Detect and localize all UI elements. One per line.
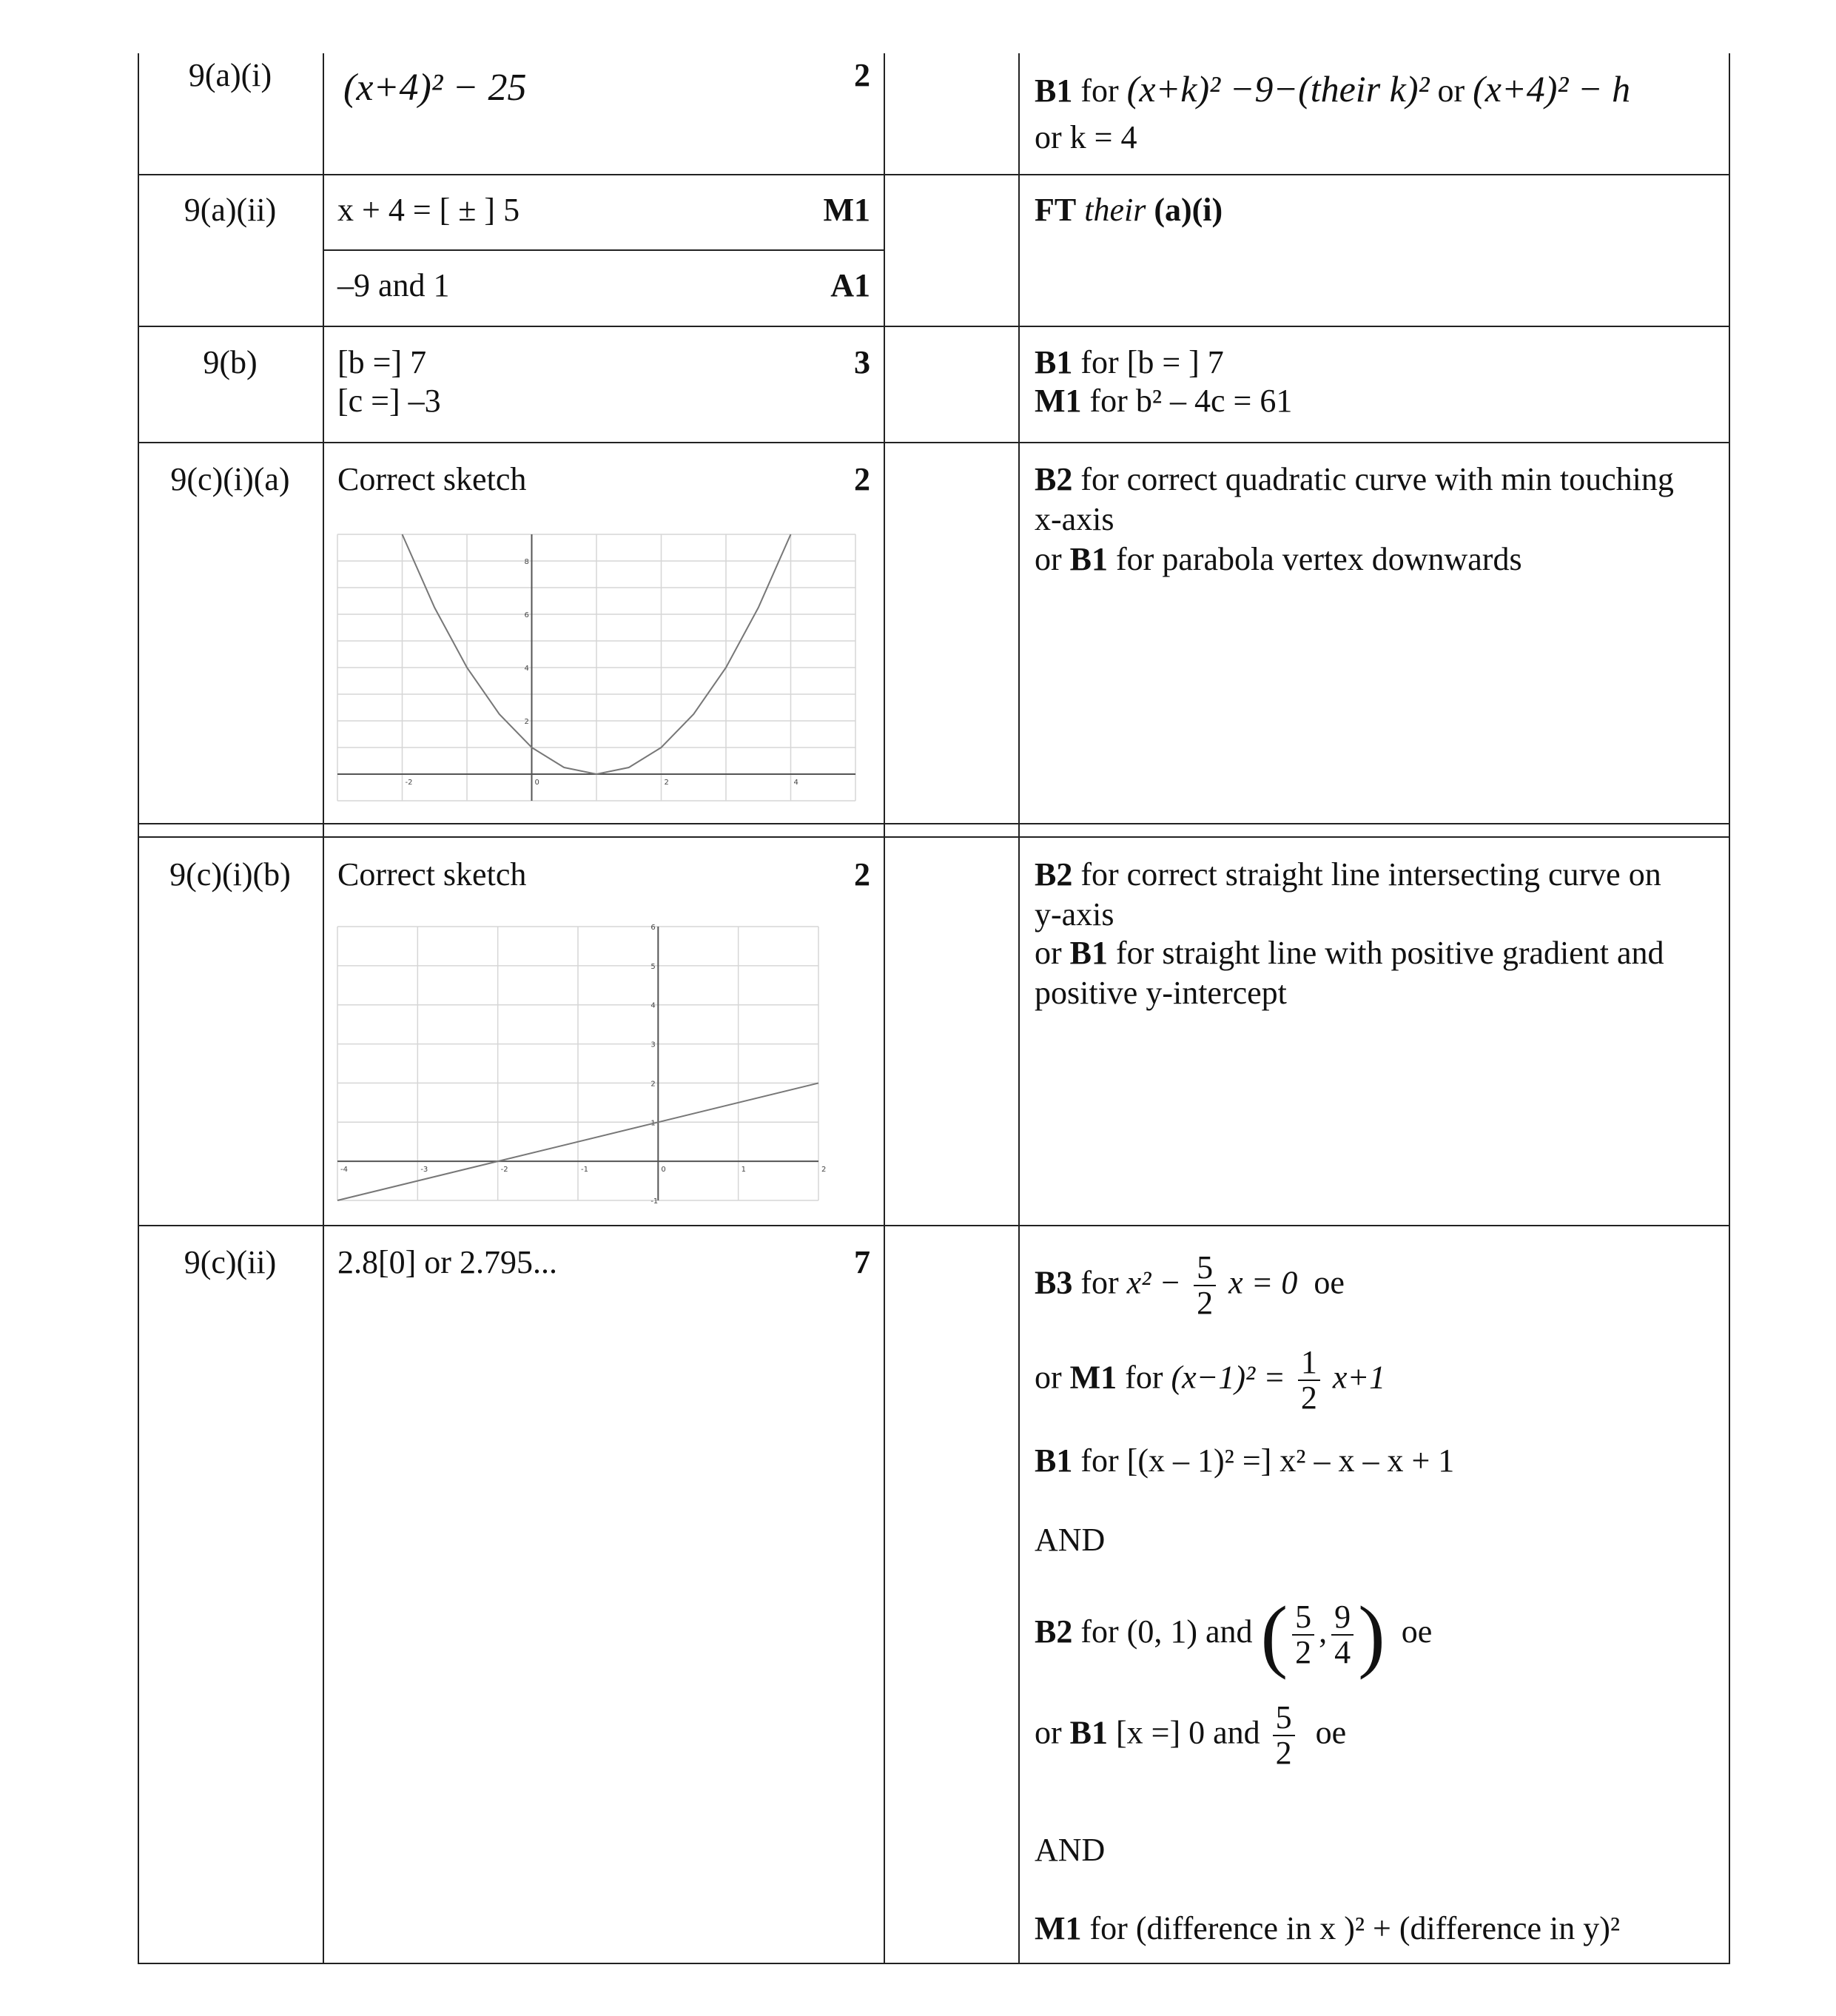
guidance-line: B2 for correct quadratic curve with min touching xyxy=(1035,461,1674,497)
marks: 7 xyxy=(854,1244,870,1280)
answer-text: [b =] 7 xyxy=(337,344,427,380)
table-border xyxy=(1018,53,1020,1963)
guidance-line: or k = 4 xyxy=(1035,119,1137,155)
question-label: 9(c)(ii) xyxy=(184,1244,277,1280)
y-tick-label: 5 xyxy=(650,962,656,971)
answer-text: 2.8[0] or 2.795... xyxy=(337,1244,557,1280)
guidance-line: FT their (a)(i) xyxy=(1035,192,1223,228)
guidance-line: y-axis xyxy=(1035,896,1114,933)
answer-text: x + 4 = [ ± ] 5 xyxy=(337,192,520,228)
marks: M1 xyxy=(823,192,870,228)
guidance-and: AND xyxy=(1035,1522,1106,1558)
guidance-m1b: M1 for (difference in x )² + (difference in y)² xyxy=(1035,1910,1621,1946)
marks: 2 xyxy=(854,856,870,893)
answer-text: –9 and 1 xyxy=(337,267,450,303)
answer-text: (x+4)² − 25 xyxy=(343,67,527,109)
guidance-b1: B1 for [(x – 1)² =] x² – x – x + 1 xyxy=(1035,1442,1455,1479)
question-label: 9(a)(i) xyxy=(188,57,272,93)
y-tick-label: 2 xyxy=(650,1080,656,1089)
x-tick-label: 2 xyxy=(821,1166,827,1175)
table-border xyxy=(884,53,885,1963)
y-tick-label: 4 xyxy=(524,665,529,673)
marks: A1 xyxy=(830,267,870,303)
guidance-line: B2 for correct straight line intersecting curve on xyxy=(1035,856,1661,893)
marks: 2 xyxy=(854,461,870,497)
guidance-and: AND xyxy=(1035,1832,1106,1868)
x-tick-label: -4 xyxy=(340,1166,348,1175)
x-tick-label: -3 xyxy=(420,1166,428,1175)
table-border xyxy=(1729,53,1730,1963)
table-border xyxy=(323,53,324,1963)
y-tick-label: 6 xyxy=(524,611,529,619)
guidance-b3: B3 for x² − $\frac{5}{2}$ x = 0 oe xyxy=(1035,1249,1345,1322)
row-divider xyxy=(138,836,1730,838)
guidance-b2: B2 for (0, 1) and ( $\frac{5}{2}$ , $\frac{9}{4}$ ) oe xyxy=(1035,1590,1433,1680)
x-tick-label: -1 xyxy=(581,1166,588,1175)
y-tick-label: 8 xyxy=(524,558,529,566)
guidance-line: positive y-intercept xyxy=(1035,975,1287,1011)
x-tick-label: 2 xyxy=(664,779,669,787)
answer-text: Correct sketch xyxy=(337,461,527,497)
x-tick-label: 4 xyxy=(793,779,798,787)
line-sketch xyxy=(337,924,827,1206)
row-divider xyxy=(138,1963,1730,1964)
question-label: 9(b) xyxy=(203,344,258,380)
guidance-line: or B1 for parabola vertex downwards xyxy=(1035,541,1522,577)
row-divider xyxy=(138,174,1730,175)
y-tick-label: 1 xyxy=(650,1119,656,1128)
guidance-line: M1 for b² – 4c = 61 xyxy=(1035,383,1293,419)
row-divider xyxy=(323,249,885,251)
row-divider xyxy=(138,1225,1730,1226)
row-divider xyxy=(138,823,1730,824)
x-tick-label: 0 xyxy=(534,779,539,787)
row-divider xyxy=(138,326,1730,327)
guidance-line: or B1 for straight line with positive gradient and xyxy=(1035,935,1664,971)
question-label: 9(c)(i)(b) xyxy=(169,856,291,893)
guidance-b1b: or B1 [x =] 0 and $\frac{5}{2}$ oe xyxy=(1035,1699,1347,1772)
table-border xyxy=(138,53,139,1963)
x-tick-label: -2 xyxy=(405,779,413,787)
answer-text: [c =] –3 xyxy=(337,383,441,419)
x-tick-label: 0 xyxy=(661,1166,666,1175)
x-tick-label: -2 xyxy=(500,1166,508,1175)
mark-scheme-table xyxy=(138,53,1730,1963)
marks: 2 xyxy=(854,57,870,93)
answer-text: Correct sketch xyxy=(337,856,527,893)
guidance-line: B1 for [b = ] 7 xyxy=(1035,344,1224,380)
row-divider xyxy=(138,442,1730,443)
y-tick-label: 2 xyxy=(524,718,529,726)
guidance-line: x-axis xyxy=(1035,501,1114,537)
question-label: 9(c)(i)(a) xyxy=(170,461,290,497)
guidance-m1: or M1 for (x−1)² = $\frac{1}{2}$ x+1 xyxy=(1035,1344,1386,1417)
y-tick-label: 6 xyxy=(650,924,656,932)
guidance-line: B1 for (x+k)² −9−(their k)² or (x+4)² − h xyxy=(1035,68,1631,110)
y-tick-label: -1 xyxy=(650,1197,659,1206)
marks: 3 xyxy=(854,344,870,380)
y-tick-label: 3 xyxy=(650,1041,656,1049)
question-label: 9(a)(ii) xyxy=(184,192,277,228)
y-tick-label: 4 xyxy=(650,1001,656,1010)
x-tick-label: 1 xyxy=(741,1166,747,1175)
quadratic-sketch xyxy=(337,534,855,801)
